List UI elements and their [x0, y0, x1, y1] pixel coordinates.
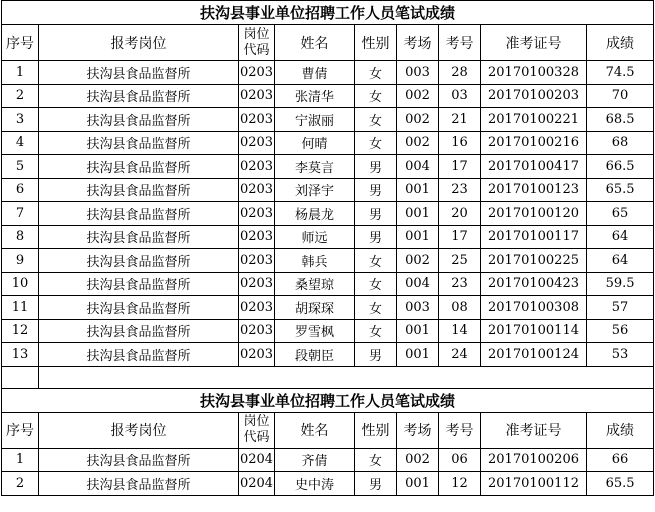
cell-seq: 9	[2, 249, 39, 273]
cell-ticket: 20170100221	[481, 108, 587, 132]
cell-ticket: 20170100206	[481, 448, 587, 472]
cell-ticket: 20170100203	[481, 84, 587, 108]
cell-code: 0204	[239, 448, 275, 472]
cell-score: 64	[587, 249, 654, 273]
header-room: 考场	[397, 25, 439, 61]
cell-gender: 男	[355, 225, 397, 249]
cell-seat: 16	[439, 131, 481, 155]
cell-gender: 女	[355, 131, 397, 155]
cell-code: 0203	[239, 225, 275, 249]
cell-name: 罗雪枫	[275, 319, 355, 343]
cell-room: 001	[397, 225, 439, 249]
table-row	[2, 155, 654, 179]
cell-seq: 1	[2, 61, 39, 85]
cell-code: 0203	[239, 202, 275, 226]
cell-score: 70	[587, 84, 654, 108]
cell-gender: 男	[355, 178, 397, 202]
cell-ticket: 20170100225	[481, 249, 587, 273]
header-name: 姓名	[275, 25, 355, 61]
cell-name: 张清华	[275, 84, 355, 108]
cell-post: 扶沟县食品监督所	[39, 319, 239, 343]
table-row	[2, 343, 654, 367]
cell-post: 扶沟县食品监督所	[39, 272, 239, 296]
cell-ticket: 20170100423	[481, 272, 587, 296]
cell-ticket: 20170100117	[481, 225, 587, 249]
cell-code: 0203	[239, 272, 275, 296]
header-seq: 序号	[2, 25, 39, 61]
table-row	[2, 178, 654, 202]
cell-room: 003	[397, 296, 439, 320]
cell-seat: 12	[439, 472, 481, 496]
cell-score: 53	[587, 343, 654, 367]
table-row	[2, 296, 654, 320]
cell-seat: 21	[439, 108, 481, 132]
cell-ticket: 20170100328	[481, 61, 587, 85]
cell-gender: 女	[355, 448, 397, 472]
cell-score: 68.5	[587, 108, 654, 132]
cell-seq: 6	[2, 178, 39, 202]
cell-name: 杨晨龙	[275, 202, 355, 226]
cell-seq: 2	[2, 84, 39, 108]
cell-code: 0203	[239, 84, 275, 108]
cell-post: 扶沟县食品监督所	[39, 448, 239, 472]
cell-seat: 08	[439, 296, 481, 320]
cell-seq: 4	[2, 131, 39, 155]
cell-code: 0203	[239, 178, 275, 202]
header-seat: 考号	[439, 412, 481, 448]
table-row	[2, 202, 654, 226]
cell-code: 0203	[239, 108, 275, 132]
score-table	[1, 0, 654, 496]
cell-code: 0203	[239, 296, 275, 320]
cell-post: 扶沟县食品监督所	[39, 131, 239, 155]
header-row	[2, 25, 654, 61]
cell-seat: 14	[439, 319, 481, 343]
cell-seq: 8	[2, 225, 39, 249]
spacer-row	[2, 366, 654, 388]
cell-ticket: 20170100308	[481, 296, 587, 320]
cell-seat: 23	[439, 178, 481, 202]
cell-ticket: 20170100120	[481, 202, 587, 226]
header-score: 成绩	[587, 25, 654, 61]
header-post: 报考岗位	[39, 25, 239, 61]
cell-ticket: 20170100417	[481, 155, 587, 179]
cell-post: 扶沟县食品监督所	[39, 343, 239, 367]
header-seq: 序号	[2, 412, 39, 448]
header-room: 考场	[397, 412, 439, 448]
header-code: 岗位 代码	[239, 25, 275, 61]
cell-post: 扶沟县食品监督所	[39, 84, 239, 108]
cell-room: 002	[397, 108, 439, 132]
cell-seq: 5	[2, 155, 39, 179]
cell-room: 004	[397, 272, 439, 296]
cell-name: 齐倩	[275, 448, 355, 472]
cell-seat: 28	[439, 61, 481, 85]
cell-post: 扶沟县食品监督所	[39, 108, 239, 132]
header-ticket: 准考证号	[481, 412, 587, 448]
header-code: 岗位 代码	[239, 412, 275, 448]
cell-seq: 3	[2, 108, 39, 132]
table-row	[2, 225, 654, 249]
cell-room: 001	[397, 178, 439, 202]
cell-post: 扶沟县食品监督所	[39, 296, 239, 320]
cell-room: 001	[397, 472, 439, 496]
cell-code: 0203	[239, 343, 275, 367]
cell-room: 002	[397, 131, 439, 155]
cell-room: 002	[397, 249, 439, 273]
cell-ticket: 20170100216	[481, 131, 587, 155]
cell-name: 段朝臣	[275, 343, 355, 367]
spacer-cell	[2, 366, 39, 388]
table-row	[2, 272, 654, 296]
cell-code: 0203	[239, 61, 275, 85]
cell-gender: 男	[355, 155, 397, 179]
cell-score: 65.5	[587, 178, 654, 202]
section-title: 扶沟县事业单位招聘工作人员笔试成绩	[2, 1, 654, 25]
cell-code: 0203	[239, 319, 275, 343]
cell-score: 56	[587, 319, 654, 343]
cell-room: 002	[397, 84, 439, 108]
cell-score: 68	[587, 131, 654, 155]
cell-seq: 11	[2, 296, 39, 320]
section-title-row	[2, 388, 654, 412]
cell-gender: 女	[355, 272, 397, 296]
table-row	[2, 61, 654, 85]
header-name: 姓名	[275, 412, 355, 448]
table-row	[2, 448, 654, 472]
cell-ticket: 20170100112	[481, 472, 587, 496]
cell-room: 001	[397, 202, 439, 226]
cell-gender: 女	[355, 84, 397, 108]
cell-post: 扶沟县食品监督所	[39, 61, 239, 85]
cell-seq: 12	[2, 319, 39, 343]
cell-code: 0203	[239, 155, 275, 179]
cell-name: 韩兵	[275, 249, 355, 273]
table-row	[2, 108, 654, 132]
cell-score: 65	[587, 202, 654, 226]
header-row	[2, 412, 654, 448]
cell-seat: 17	[439, 155, 481, 179]
cell-gender: 女	[355, 296, 397, 320]
table-row	[2, 131, 654, 155]
cell-seat: 24	[439, 343, 481, 367]
cell-ticket: 20170100124	[481, 343, 587, 367]
cell-score: 66.5	[587, 155, 654, 179]
cell-seat: 23	[439, 272, 481, 296]
cell-room: 004	[397, 155, 439, 179]
cell-name: 曹倩	[275, 61, 355, 85]
header-ticket: 准考证号	[481, 25, 587, 61]
table-row	[2, 319, 654, 343]
cell-name: 桑望琼	[275, 272, 355, 296]
table-row	[2, 249, 654, 273]
cell-post: 扶沟县食品监督所	[39, 178, 239, 202]
cell-post: 扶沟县食品监督所	[39, 155, 239, 179]
cell-seat: 20	[439, 202, 481, 226]
cell-seq: 13	[2, 343, 39, 367]
cell-ticket: 20170100114	[481, 319, 587, 343]
cell-score: 59.5	[587, 272, 654, 296]
cell-seat: 25	[439, 249, 481, 273]
cell-seq: 1	[2, 448, 39, 472]
cell-gender: 女	[355, 249, 397, 273]
section-title-row	[2, 1, 654, 25]
cell-score: 65.5	[587, 472, 654, 496]
cell-seq: 10	[2, 272, 39, 296]
cell-name: 何晴	[275, 131, 355, 155]
cell-name: 胡琛琛	[275, 296, 355, 320]
cell-name: 师远	[275, 225, 355, 249]
table-row	[2, 84, 654, 108]
cell-code: 0203	[239, 249, 275, 273]
cell-score: 66	[587, 448, 654, 472]
cell-gender: 女	[355, 319, 397, 343]
header-gender: 性别	[355, 412, 397, 448]
cell-name: 宁淑丽	[275, 108, 355, 132]
cell-room: 001	[397, 343, 439, 367]
cell-room: 002	[397, 448, 439, 472]
cell-seat: 17	[439, 225, 481, 249]
cell-name: 李莫言	[275, 155, 355, 179]
cell-room: 001	[397, 319, 439, 343]
cell-gender: 女	[355, 108, 397, 132]
cell-post: 扶沟县食品监督所	[39, 472, 239, 496]
cell-gender: 男	[355, 472, 397, 496]
cell-post: 扶沟县食品监督所	[39, 202, 239, 226]
cell-name: 史中涛	[275, 472, 355, 496]
cell-code: 0204	[239, 472, 275, 496]
header-post: 报考岗位	[39, 412, 239, 448]
header-seat: 考号	[439, 25, 481, 61]
cell-post: 扶沟县食品监督所	[39, 225, 239, 249]
cell-seq: 2	[2, 472, 39, 496]
header-gender: 性别	[355, 25, 397, 61]
header-score: 成绩	[587, 412, 654, 448]
cell-code: 0203	[239, 131, 275, 155]
cell-post: 扶沟县食品监督所	[39, 249, 239, 273]
cell-gender: 女	[355, 61, 397, 85]
cell-room: 003	[397, 61, 439, 85]
table-row	[2, 472, 654, 496]
cell-score: 74.5	[587, 61, 654, 85]
cell-name: 刘泽宇	[275, 178, 355, 202]
spacer-cell	[39, 366, 654, 388]
score-sheet	[1, 0, 654, 496]
section-title: 扶沟县事业单位招聘工作人员笔试成绩	[2, 388, 654, 412]
cell-seq: 7	[2, 202, 39, 226]
cell-score: 57	[587, 296, 654, 320]
cell-seat: 03	[439, 84, 481, 108]
cell-score: 64	[587, 225, 654, 249]
cell-gender: 男	[355, 343, 397, 367]
cell-ticket: 20170100123	[481, 178, 587, 202]
cell-gender: 男	[355, 202, 397, 226]
cell-seat: 06	[439, 448, 481, 472]
